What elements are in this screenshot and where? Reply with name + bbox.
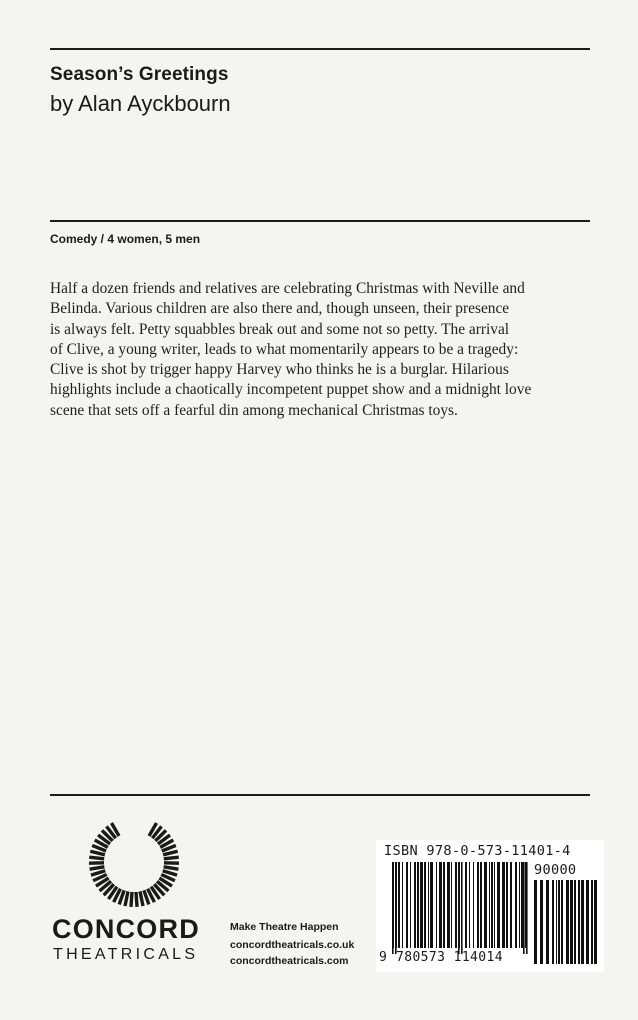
play-title: Season’s Greetings xyxy=(50,64,229,85)
synopsis xyxy=(50,279,598,421)
publisher-tagline: Make Theatre Happen xyxy=(230,921,339,933)
cast-info: Comedy / 4 women, 5 men xyxy=(50,232,201,246)
synopsis-line: Clive is shot by trigger happy Harvey who thinks he is a burglar. Hilarious xyxy=(50,361,509,379)
barcode-lead-digit: 9 xyxy=(379,950,387,965)
synopsis-line: Belinda. Various children are also there and, though unseen, their presence xyxy=(50,300,510,318)
synopsis-line: is always felt. Petty squabbles break out and some not so petty. The arrival xyxy=(50,320,510,338)
publisher-brand-sub: THEATRICALS xyxy=(53,946,199,963)
isbn-label: ISBN 978-0-573-11401-4 xyxy=(384,843,571,859)
barcode-digits: 780573 114014 xyxy=(396,950,503,965)
play-author: by Alan Ayckbourn xyxy=(50,91,231,116)
synopsis-line: Half a dozen friends and relatives are celebrating Christmas with Neville and xyxy=(50,280,525,297)
synopsis-line: of Clive, a young writer, leads to what momentarily appears to be a tragedy: xyxy=(50,340,519,358)
publisher-brand: CONCORD xyxy=(52,914,200,944)
genre-rule xyxy=(50,220,590,222)
top-rule xyxy=(50,48,590,50)
synopsis-line: highlights include a chaotically incompetent puppet show and a midnight love xyxy=(50,381,532,399)
concord-logo-icon xyxy=(87,815,181,909)
price-addon: 90000 xyxy=(534,862,577,878)
synopsis-line: scene that sets off a fearful din among mechanical Christmas toys. xyxy=(50,401,458,419)
publisher-url-com: concordtheatricals.com xyxy=(230,955,349,967)
footer-rule xyxy=(50,794,590,796)
isbn-barcode xyxy=(376,840,604,972)
publisher-url-uk: concordtheatricals.co.uk xyxy=(230,939,355,951)
